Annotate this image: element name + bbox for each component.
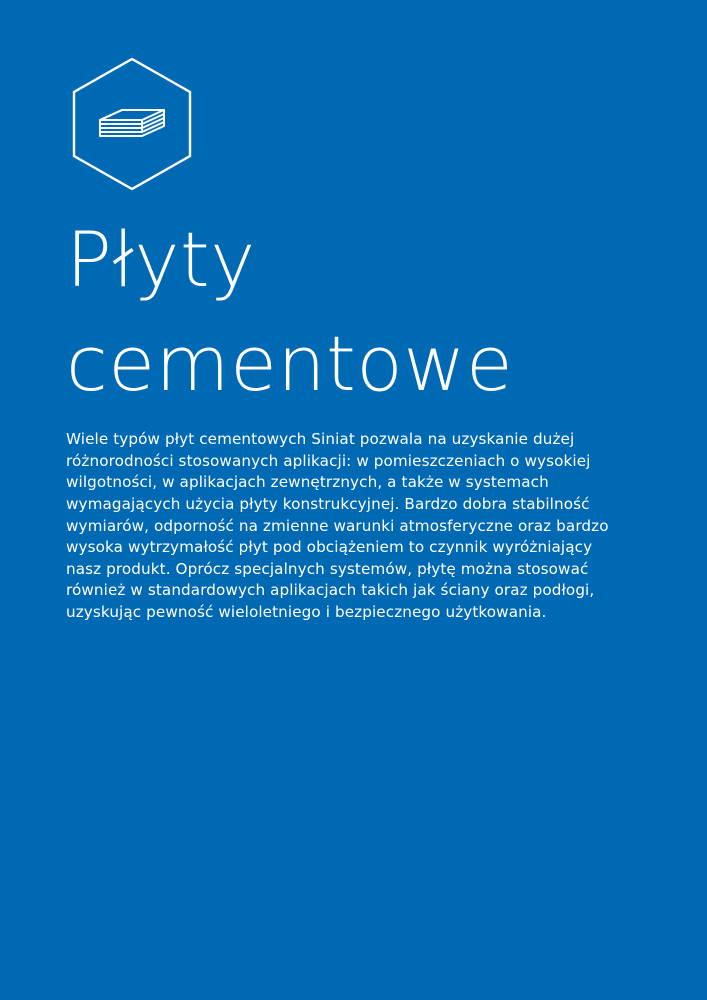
page-title <box>66 208 626 416</box>
page-title-line-2: cementowe <box>66 319 514 408</box>
page-title-line-1: Płyty <box>66 215 256 304</box>
intro-paragraph-container <box>66 414 622 639</box>
intro-paragraph: Wiele typów płyt cementowych Siniat pozwala na uzyskanie dużej różnorodności stosowanych aplikacji: w pomieszczeniach o wysokiej wilgotności, w aplikacjach zewnętrznych, a także w systemach wymagających użycia płyty konstrukcyjnej. Bardzo dobra stabilność wymiarów, odporność na zmienne warunki atmosferyczne oraz bardzo wysoka wytrzymałość płyt pod obciążeniem to czynnik wyróżniający nasz produkt. Oprócz specjalnych systemów, płytę można stosować również w standardowych aplikacjach takich jak ściany oraz podłogi, uzyskując pewność wieloletniego i bezpiecznego użytkowania. <box>66 430 609 621</box>
stacked-boards-hexagon-icon <box>66 58 198 190</box>
